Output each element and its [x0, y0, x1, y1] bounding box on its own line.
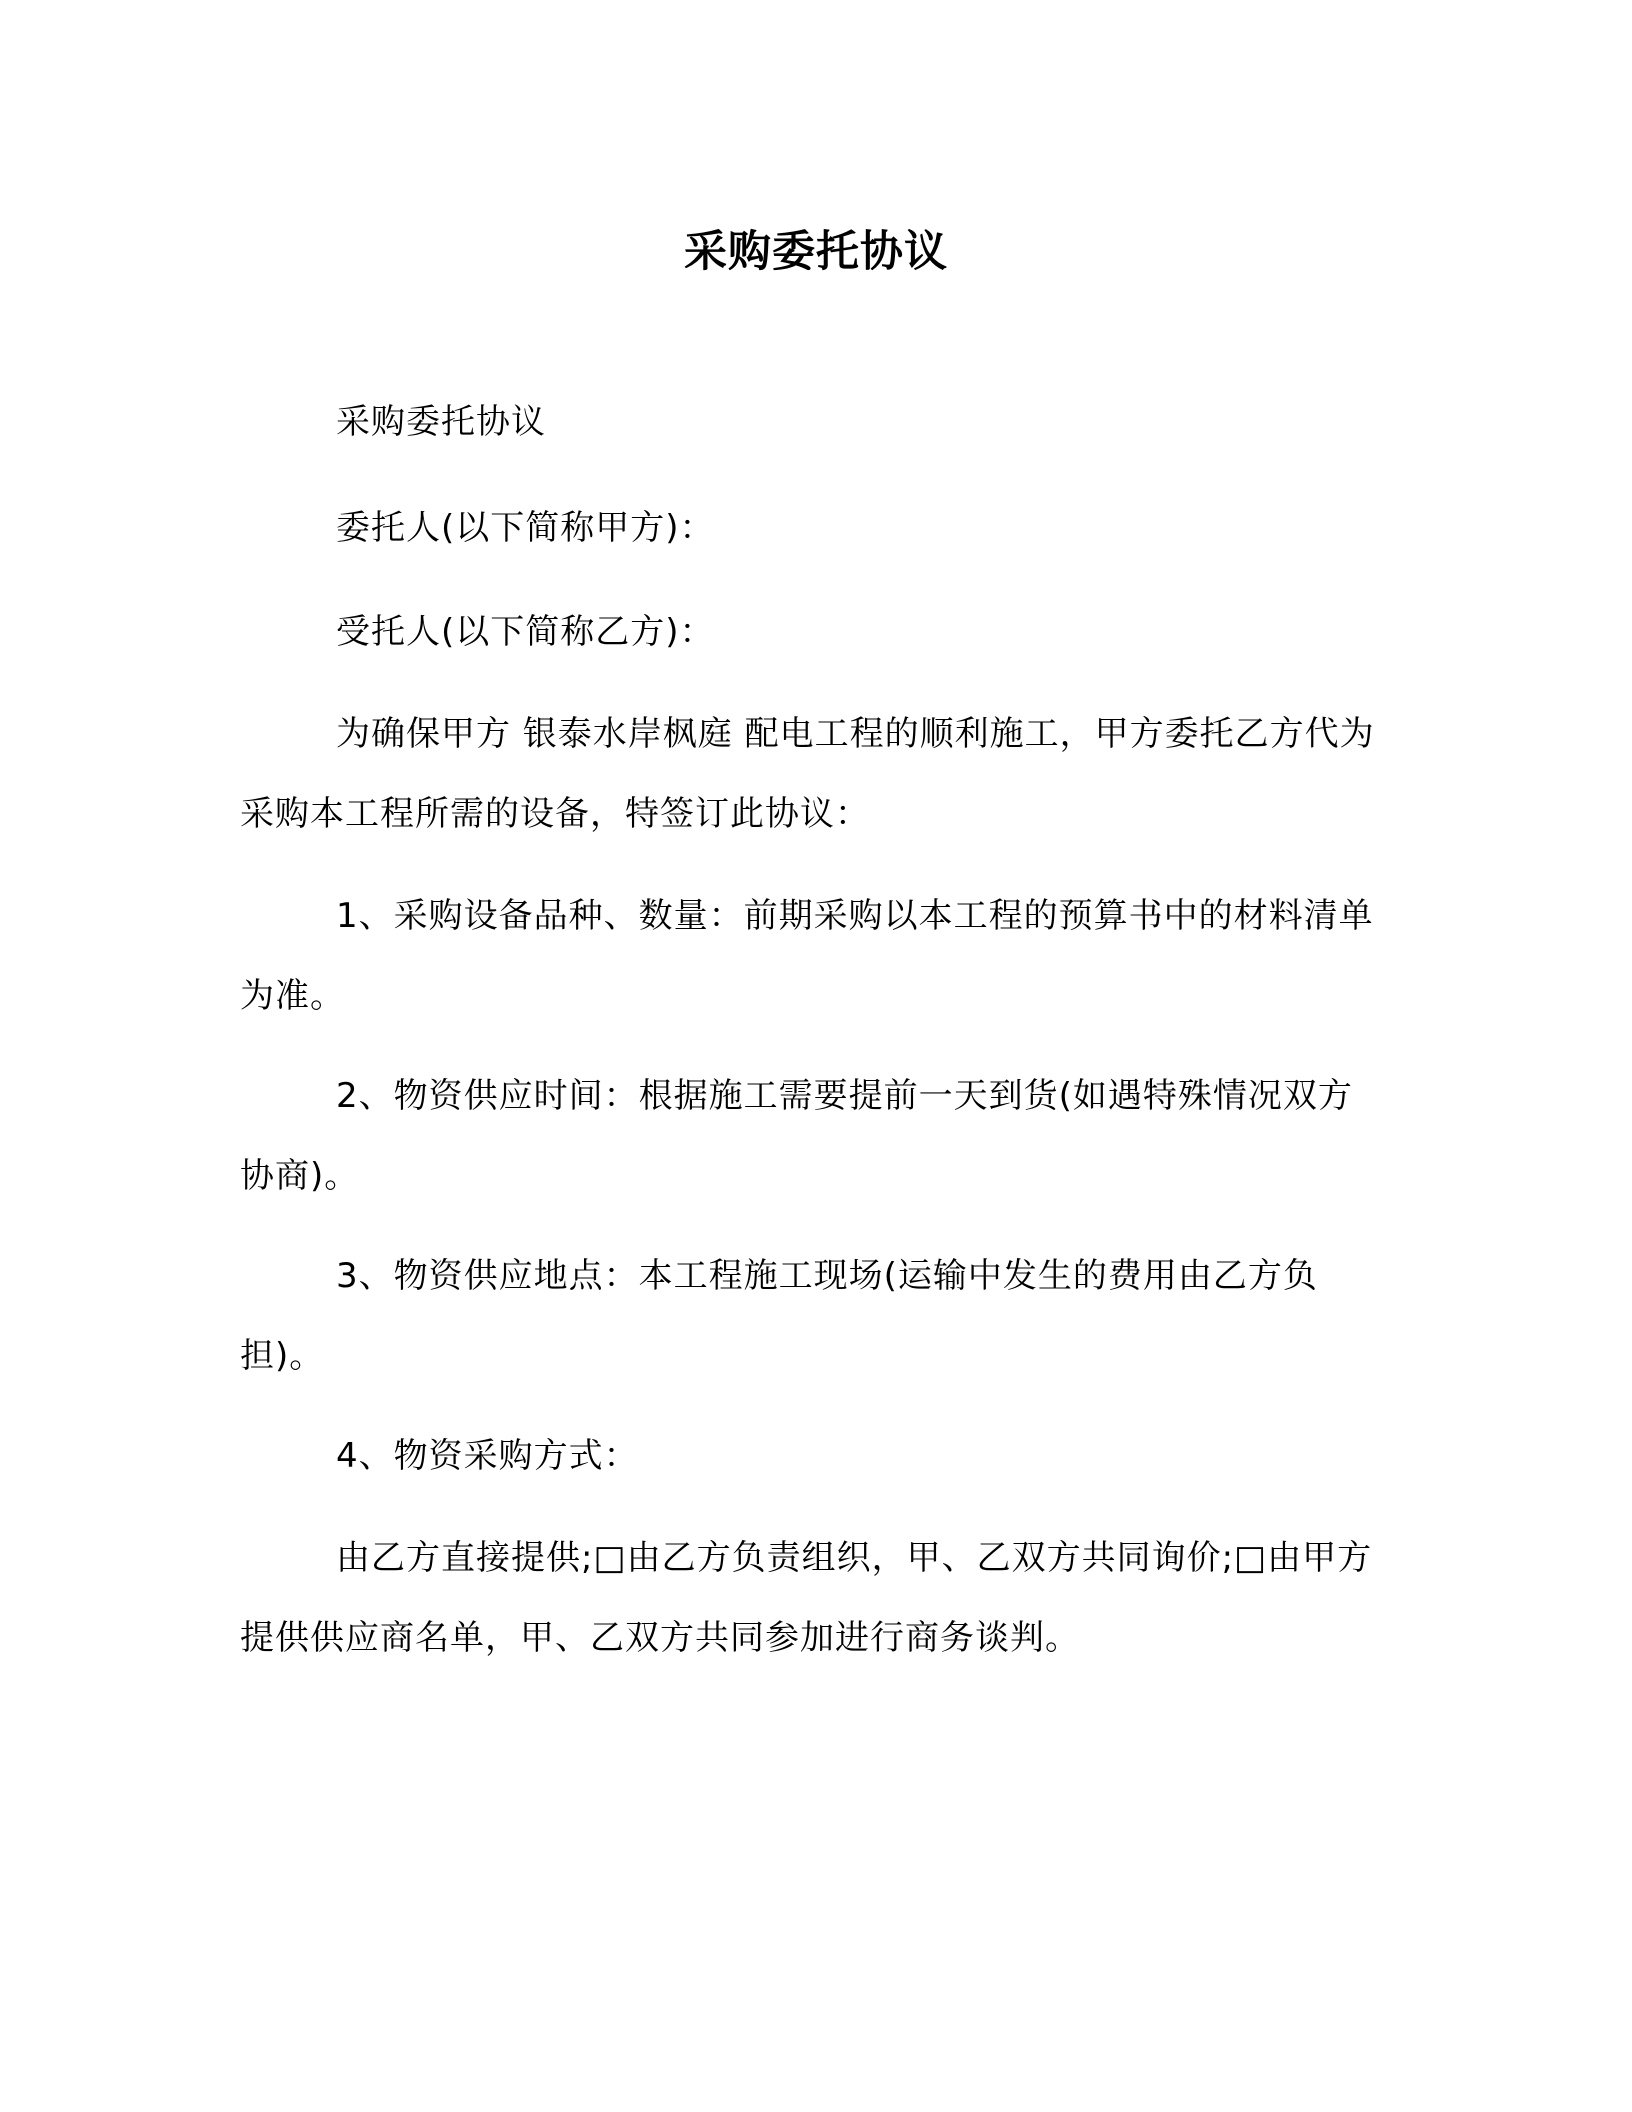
- paragraph-intro: 为确保甲方 银泰水岸枫庭 配电工程的顺利施工，甲方委托乙方代为采购本工程所需的设备，特签订此协议：: [240, 714, 1375, 834]
- paragraph-clause-4: 4、物资采购方式：: [336, 1436, 639, 1476]
- paragraph-party-b: 受托人(以下简称乙方)：: [336, 612, 715, 652]
- paragraph-clause-3: 3、物资供应地点：本工程施工现场(运输中发生的费用由乙方负担)。: [240, 1256, 1318, 1376]
- paragraph-clause-1: 1、采购设备品种、数量：前期采购以本工程的预算书中的材料清单为准。: [240, 896, 1374, 1016]
- document-title: 采购委托协议: [684, 227, 948, 277]
- paragraph-party-a: 委托人(以下简称甲方)：: [336, 508, 715, 548]
- paragraph-clause-2: 2、物资供应时间：根据施工需要提前一天到货(如遇特殊情况双方协商)。: [240, 1076, 1353, 1196]
- paragraph-subtitle: 采购委托协议: [336, 402, 546, 442]
- paragraph-purchase-methods: 由乙方直接提供;□由乙方负责组织，甲、乙双方共同询价;□由甲方提供供应商名单，甲、乙双方共同参加进行商务谈判。: [240, 1538, 1373, 1658]
